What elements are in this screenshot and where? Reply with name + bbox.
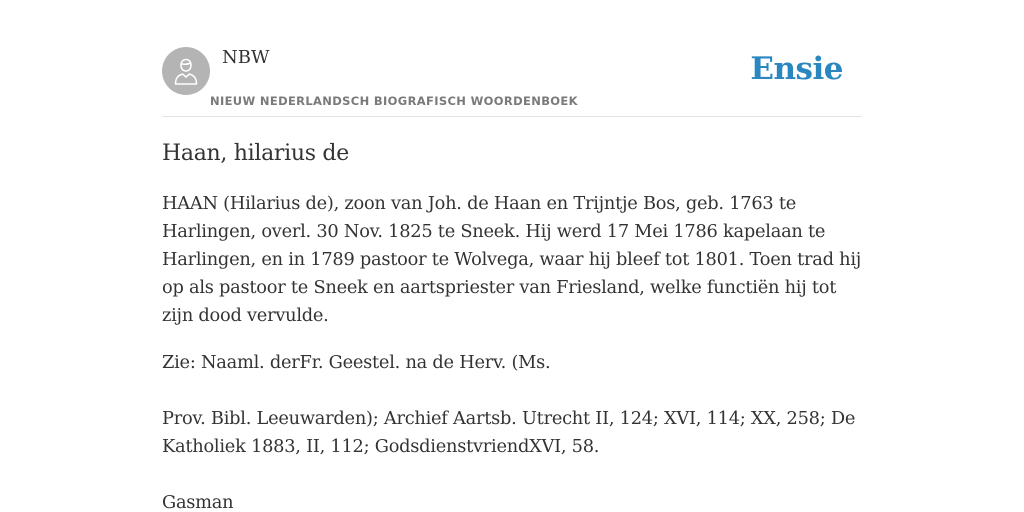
source-name[interactable]: NBW <box>222 47 270 68</box>
entry-title: Haan, hilarius de <box>162 141 349 166</box>
avatar[interactable] <box>162 47 210 95</box>
author: Gasman <box>162 492 234 512</box>
references-intro: Zie: Naaml. derFr. Geestel. na de Herv. (Ms. <box>162 352 551 373</box>
source-subtitle: NIEUW NEDERLANDSCH BIOGRAFISCH WOORDENBOEK <box>210 94 578 108</box>
brand-logo[interactable]: Ensie <box>750 51 843 87</box>
references: Prov. Bibl. Leeuwarden); Archief Aartsb. Utrecht II, 124; XVI, 114; XX, 258; De Katholiek 1883, II, 112; GodsdienstvriendXVI, 58. <box>162 408 856 457</box>
source-header <box>162 0 862 117</box>
entry-content <box>162 138 862 512</box>
entry-paragraph: HAAN (Hilarius de), zoon van Joh. de Haan en Trijntje Bos, geb. 1763 te Harlingen, overl. 30 Nov. 1825 te Sneek. Hij werd 17 Mei 1786 kapelaan te Harlingen, en in 1789 pastoor te Wolvega, waar hij bleef tot 1801. Toen trad hij op als pastoor te Sneek en aartspriester van Friesland, welke functiën hij tot zijn dood vervulde. <box>162 193 862 326</box>
user-icon <box>172 56 200 86</box>
